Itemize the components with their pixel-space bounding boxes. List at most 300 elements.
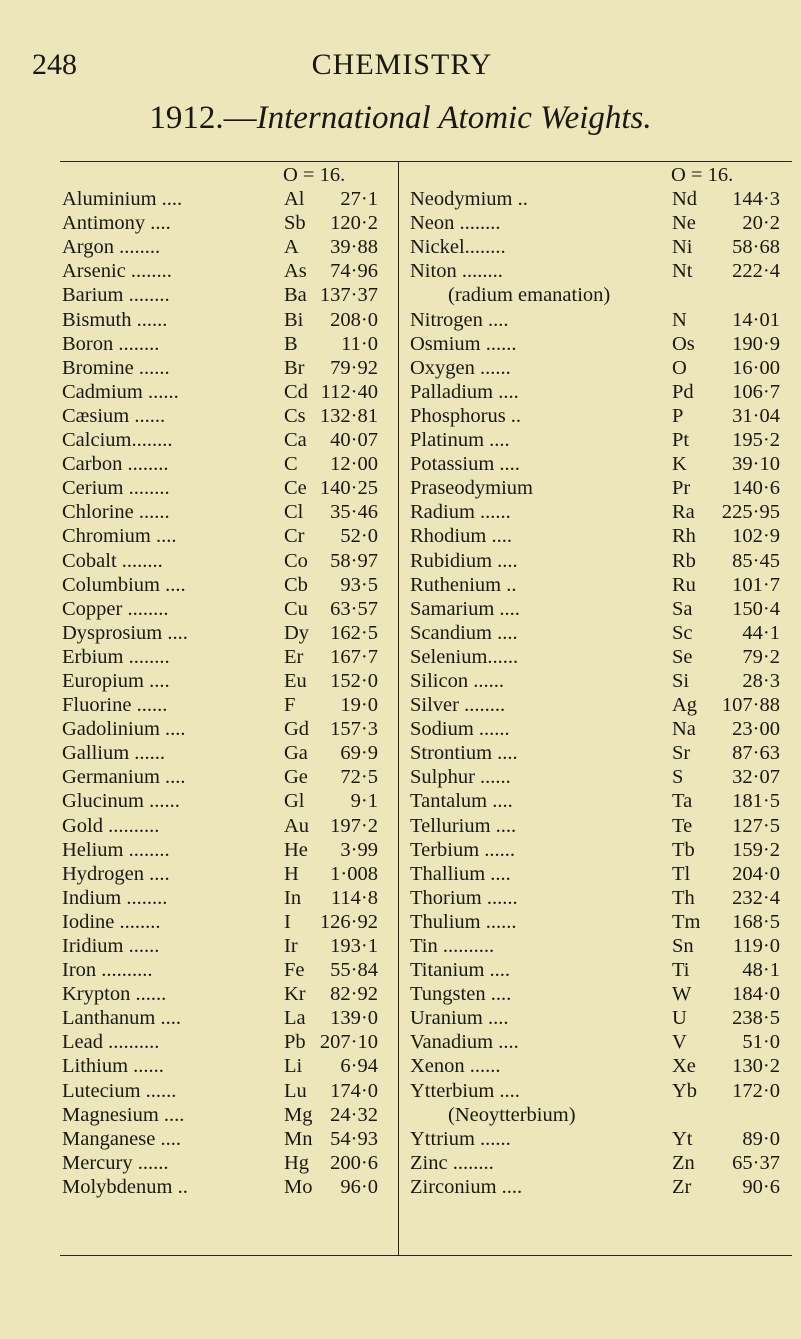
element-name: Osmium ...... (410, 332, 517, 355)
table-top-rule (60, 161, 792, 162)
element-row (410, 404, 790, 428)
element-symbol: Yt (672, 1127, 693, 1150)
standard-label: O = 16. (283, 164, 346, 186)
element-name: Scandium .... (410, 621, 518, 644)
element-row (62, 621, 392, 645)
element-symbol: Gd (284, 718, 310, 741)
element-name: Thulium ...... (410, 910, 517, 933)
element-row (62, 693, 392, 717)
element-name: Sulphur ...... (410, 766, 511, 789)
element-name: Iron .......... (62, 959, 153, 982)
element-name: Aluminium .... (62, 188, 183, 211)
element-symbol: W (672, 983, 692, 1006)
element-symbol: Ra (672, 501, 695, 524)
left-column (62, 163, 392, 1199)
element-name: Cæsium ...... (62, 404, 166, 427)
element-name: Germanium .... (62, 766, 186, 789)
element-name: Indium ........ (62, 886, 168, 909)
element-name: Rhodium .... (410, 525, 512, 548)
element-name: Cobalt ........ (62, 549, 163, 572)
element-name: Bismuth ...... (62, 308, 168, 331)
element-row (62, 380, 392, 404)
atomic-weight: 167·7 (330, 645, 378, 668)
atomic-weight: 89·0 (742, 1127, 780, 1150)
atomic-weight: 6·94 (340, 1055, 378, 1078)
element-row (410, 524, 790, 548)
atomic-weight: 85·45 (732, 549, 780, 572)
element-name: Ytterbium .... (410, 1079, 520, 1102)
element-row (410, 235, 790, 259)
element-row (410, 982, 790, 1006)
element-name: Radium ...... (410, 501, 511, 524)
element-row (410, 187, 790, 211)
element-symbol: Sc (672, 621, 693, 644)
atomic-weight: 40·07 (330, 429, 378, 452)
element-row (410, 452, 790, 476)
running-header (32, 48, 772, 88)
atomic-weight: 204·0 (732, 862, 780, 885)
element-name: Nitrogen .... (410, 308, 509, 331)
element-name: Krypton ...... (62, 983, 167, 1006)
atomic-weight: 72·5 (340, 766, 378, 789)
element-name: Thorium ...... (410, 886, 518, 909)
element-symbol: Ba (284, 284, 307, 307)
element-symbol: Na (672, 718, 696, 741)
element-symbol: Sn (672, 935, 694, 957)
atomic-weight: 58·68 (732, 236, 780, 259)
element-name: Boron ........ (62, 332, 160, 355)
element-symbol: P (672, 404, 684, 427)
element-name: Zinc ........ (410, 1151, 494, 1174)
element-symbol: Sa (672, 597, 693, 620)
element-row (62, 934, 392, 958)
atomic-weight: 32·07 (732, 766, 780, 789)
element-row (410, 1151, 790, 1175)
element-row (62, 404, 392, 428)
element-row (410, 549, 790, 573)
element-row (410, 332, 790, 356)
atomic-weight: 172·0 (732, 1079, 780, 1102)
atomic-weight: 144·3 (732, 188, 780, 211)
element-name: Potassium .... (410, 453, 520, 476)
element-name: Magnesium .... (62, 1103, 185, 1126)
element-symbol: Pt (672, 429, 690, 452)
element-symbol: Ce (284, 477, 307, 500)
element-row (62, 910, 392, 934)
element-symbol: Ta (672, 790, 693, 813)
element-name: Molybdenum .. (62, 1175, 188, 1198)
atomic-weight: 28·3 (742, 669, 780, 692)
element-symbol: Ru (672, 573, 696, 596)
element-row (62, 982, 392, 1006)
element-symbol: Os (672, 332, 695, 355)
element-name: Xenon ...... (410, 1055, 501, 1078)
element-name: Dysprosium .... (62, 621, 188, 644)
atomic-weight: 130·2 (732, 1055, 780, 1078)
element-row (62, 573, 392, 597)
element-symbol: S (672, 766, 684, 789)
atomic-weight: 55·84 (330, 959, 378, 982)
element-row (62, 283, 392, 307)
element-row (62, 886, 392, 910)
element-name: Carbon ........ (62, 453, 169, 476)
element-row (410, 1175, 790, 1199)
atomic-weight: 19·0 (340, 694, 378, 717)
element-row (410, 958, 790, 982)
element-symbol: Yb (672, 1079, 698, 1102)
element-symbol: Bi (284, 308, 304, 331)
element-name: Titanium .... (410, 959, 511, 982)
element-row (410, 765, 790, 789)
element-row (410, 597, 790, 621)
atomic-weight: 137·37 (319, 284, 378, 307)
element-name: Iridium ...... (62, 935, 160, 957)
atomic-weight: 200·6 (330, 1151, 378, 1174)
atomic-weight: 69·9 (340, 742, 378, 765)
element-row (62, 428, 392, 452)
element-row (62, 1103, 392, 1127)
atomic-weight: 9·1 (350, 790, 378, 813)
element-row (62, 259, 392, 283)
element-name: Oxygen ...... (410, 356, 511, 379)
atomic-weight: 93·5 (340, 573, 378, 596)
element-symbol: Tb (672, 838, 695, 861)
element-name: Selenium...... (410, 645, 519, 668)
element-name: Copper ........ (62, 597, 169, 620)
element-row (62, 500, 392, 524)
element-symbol: Mo (284, 1175, 313, 1198)
element-row (410, 1030, 790, 1054)
atomic-weight: 65·37 (732, 1151, 780, 1174)
element-symbol: Br (284, 356, 305, 379)
element-row (62, 332, 392, 356)
atomic-weight: 168·5 (732, 910, 780, 933)
atomic-weight: 39·10 (732, 453, 780, 476)
element-symbol: Nt (672, 260, 693, 283)
element-symbol: I (284, 910, 291, 933)
element-row (410, 573, 790, 597)
element-symbol: Te (672, 814, 693, 837)
element-symbol: A (284, 236, 299, 259)
element-symbol: B (284, 332, 298, 355)
element-symbol: Tl (672, 862, 691, 885)
atomic-weight: 207·10 (319, 1031, 378, 1054)
element-name: Cadmium ...... (62, 380, 179, 403)
column-divider (398, 162, 399, 1255)
element-name: Manganese .... (62, 1127, 181, 1150)
element-name: Calcium........ (62, 429, 173, 452)
element-name: Samarium .... (410, 597, 520, 620)
element-symbol: Al (284, 188, 305, 211)
atomic-weight: 79·92 (330, 356, 378, 379)
element-row (410, 741, 790, 765)
element-name: Chromium .... (62, 525, 177, 548)
note-row (410, 283, 790, 307)
atomic-weight: 193·1 (330, 935, 378, 957)
element-name: Strontium .... (410, 742, 518, 765)
element-symbol: In (284, 886, 302, 909)
element-row (410, 380, 790, 404)
atomic-weight: 107·88 (721, 694, 780, 717)
element-symbol: Ag (672, 694, 698, 717)
element-name: Platinum .... (410, 429, 510, 452)
element-row (62, 838, 392, 862)
element-row (62, 524, 392, 548)
element-name: Glucinum ...... (62, 790, 180, 813)
element-symbol: Mn (284, 1127, 313, 1150)
element-name: Bromine ...... (62, 356, 170, 379)
element-symbol: Co (284, 549, 308, 572)
element-name: Lutecium ...... (62, 1079, 177, 1102)
element-row (62, 741, 392, 765)
element-row (410, 789, 790, 813)
element-row (62, 597, 392, 621)
element-name: Uranium .... (410, 1007, 509, 1030)
element-symbol: Ga (284, 742, 308, 765)
element-name: Phosphorus .. (410, 404, 522, 427)
atomic-weight: 140·6 (732, 477, 780, 500)
atomic-weight: 44·1 (742, 621, 780, 644)
element-name: Lead .......... (62, 1031, 160, 1054)
element-row (410, 1054, 790, 1078)
element-row (62, 645, 392, 669)
element-symbol: Zn (672, 1151, 695, 1174)
running-head-title: CHEMISTRY (311, 48, 493, 81)
element-name: Iodine ........ (62, 910, 161, 933)
element-symbol: Rh (672, 525, 696, 548)
atomic-weight: 11·0 (341, 332, 378, 355)
atomic-weight: 208·0 (330, 308, 378, 331)
element-row (410, 428, 790, 452)
element-row (62, 1127, 392, 1151)
element-symbol: Er (284, 645, 304, 668)
atomic-weight: 162·5 (330, 621, 378, 644)
element-name: Ruthenium .. (410, 573, 517, 596)
element-row (62, 308, 392, 332)
element-row (62, 549, 392, 573)
element-name: Nickel........ (410, 236, 506, 259)
element-symbol: V (672, 1031, 687, 1054)
atomic-weight: 232·4 (732, 886, 780, 909)
atomic-weight: 102·9 (732, 525, 780, 548)
table-title-text: International Atomic Weights. (256, 100, 652, 136)
element-name: Thallium .... (410, 862, 511, 885)
element-symbol: Lu (284, 1079, 307, 1102)
element-symbol: Cb (284, 573, 308, 596)
element-symbol: Cr (284, 525, 305, 548)
element-row (62, 717, 392, 741)
element-name: Rubidium .... (410, 549, 518, 572)
element-name: Zirconium .... (410, 1175, 523, 1198)
element-symbol: Ir (284, 935, 298, 957)
element-row (410, 645, 790, 669)
atomic-weight: 114·8 (330, 886, 378, 909)
element-name: Barium ........ (62, 284, 170, 307)
element-name: Tin .......... (410, 935, 495, 957)
element-symbol: Hg (284, 1151, 310, 1174)
atomic-weight: 190·9 (732, 332, 780, 355)
atomic-weight: 127·5 (732, 814, 780, 837)
element-row (410, 259, 790, 283)
atomic-weight: 112·40 (320, 380, 378, 403)
atomic-weight: 3·99 (340, 838, 378, 861)
element-symbol: Ca (284, 429, 307, 452)
table-title-year: 1912.— (149, 100, 257, 136)
standard-label: O = 16. (671, 164, 734, 186)
page-number: 248 (32, 48, 77, 81)
element-row (62, 211, 392, 235)
element-symbol: H (284, 862, 299, 885)
element-name: Lanthanum .... (62, 1007, 181, 1030)
atomic-weight: 184·0 (732, 983, 780, 1006)
element-symbol: Tm (672, 910, 701, 933)
element-symbol: Se (672, 645, 693, 668)
atomic-weight: 54·93 (330, 1127, 378, 1150)
element-name: Vanadium .... (410, 1031, 519, 1054)
atomic-weight: 90·6 (742, 1175, 780, 1198)
element-name: Fluorine ...... (62, 694, 168, 717)
atomic-weight: 27·1 (340, 188, 378, 211)
element-name: Praseodymium (410, 477, 533, 500)
element-row (410, 308, 790, 332)
element-symbol: He (284, 838, 308, 861)
element-symbol: Ti (672, 959, 690, 982)
element-symbol: Kr (284, 983, 306, 1006)
atomic-weight: 12·00 (330, 453, 378, 476)
element-row (410, 910, 790, 934)
standard-row (410, 163, 790, 187)
atomic-weight: 35·46 (330, 501, 378, 524)
atomic-weight: 157·3 (330, 718, 378, 741)
element-row (62, 789, 392, 813)
element-symbol: Si (672, 669, 690, 692)
element-symbol: Au (284, 814, 310, 837)
element-row (410, 621, 790, 645)
element-name: Cerium ........ (62, 477, 170, 500)
element-row (62, 1030, 392, 1054)
note-row (410, 1103, 790, 1127)
element-name: Palladium .... (410, 380, 519, 403)
element-symbol: Zr (672, 1175, 692, 1198)
element-row (410, 211, 790, 235)
atomic-weight: 87·63 (732, 742, 780, 765)
element-name: Niton ........ (410, 260, 503, 283)
element-row (410, 693, 790, 717)
atomic-weight: 79·2 (742, 645, 780, 668)
element-row (410, 717, 790, 741)
element-name: Sodium ...... (410, 718, 510, 741)
element-row (62, 862, 392, 886)
element-symbol: Sr (672, 742, 691, 765)
element-symbol: Nd (672, 188, 698, 211)
element-name: Tungsten .... (410, 983, 512, 1006)
table-bottom-rule (60, 1255, 792, 1256)
atomic-weight: 74·96 (330, 260, 378, 283)
element-symbol: Cl (284, 501, 304, 524)
atomic-weight: 139·0 (330, 1007, 378, 1030)
element-symbol: U (672, 1007, 687, 1030)
element-name: Tellurium .... (410, 814, 517, 837)
element-name: Helium ........ (62, 838, 170, 861)
element-row (62, 1175, 392, 1199)
atomic-weight: 101·7 (732, 573, 780, 596)
element-name: Argon ........ (62, 236, 161, 259)
element-name: Chlorine ...... (62, 501, 170, 524)
element-row (62, 814, 392, 838)
element-symbol: Pr (672, 477, 691, 500)
element-symbol: Pd (672, 380, 694, 403)
element-symbol: Th (672, 886, 695, 909)
element-symbol: N (672, 308, 687, 331)
element-name: Antimony .... (62, 212, 171, 235)
element-name: Neon ........ (410, 212, 501, 235)
element-note: (radium emanation) (448, 284, 611, 307)
element-name: Arsenic ........ (62, 260, 172, 283)
element-symbol: Fe (284, 959, 305, 982)
element-row (410, 1006, 790, 1030)
element-name: Hydrogen .... (62, 862, 170, 885)
atomic-weight: 140·25 (319, 477, 378, 500)
element-note: (Neoytterbium) (448, 1103, 576, 1126)
atomic-weight: 51·0 (742, 1031, 780, 1054)
atomic-weight: 1·008 (330, 862, 378, 885)
element-row (62, 1006, 392, 1030)
atomic-weight: 181·5 (732, 790, 780, 813)
atomic-weight: 23·00 (732, 718, 780, 741)
element-symbol: Gl (284, 790, 305, 813)
element-row (62, 1151, 392, 1175)
element-row (62, 235, 392, 259)
element-symbol: Rb (672, 549, 696, 572)
atomic-weight: 126·92 (319, 910, 378, 933)
atomic-weight: 238·5 (732, 1007, 780, 1030)
element-symbol: K (672, 453, 687, 476)
atomic-weight: 20·2 (742, 212, 780, 235)
atomic-weight: 14·01 (732, 308, 780, 331)
element-row (410, 1127, 790, 1151)
atomic-weight: 39·88 (330, 236, 378, 259)
element-symbol: Ne (672, 212, 696, 235)
element-name: Tantalum .... (410, 790, 513, 813)
element-symbol: Cs (284, 404, 306, 427)
element-symbol: Eu (284, 669, 307, 692)
element-row (410, 814, 790, 838)
element-symbol: Pb (284, 1031, 306, 1054)
element-row (410, 838, 790, 862)
element-row (62, 452, 392, 476)
atomic-weight: 82·92 (330, 983, 378, 1006)
element-symbol: Mg (284, 1103, 313, 1126)
element-row (62, 476, 392, 500)
element-row (410, 934, 790, 958)
table-title (0, 100, 801, 137)
atomic-weight: 96·0 (340, 1175, 378, 1198)
element-symbol: Dy (284, 621, 310, 644)
element-name: Silicon ...... (410, 669, 504, 692)
element-row (410, 669, 790, 693)
element-row (62, 958, 392, 982)
atomic-weight: 120·2 (330, 212, 378, 235)
atomic-weight: 132·81 (319, 404, 378, 427)
element-symbol: O (672, 356, 687, 379)
right-column (410, 163, 790, 1199)
element-name: Gadolinium .... (62, 718, 186, 741)
element-row (410, 862, 790, 886)
element-symbol: As (284, 260, 307, 283)
element-row (410, 476, 790, 500)
element-row (62, 356, 392, 380)
atomic-weight: 119·0 (732, 935, 780, 957)
